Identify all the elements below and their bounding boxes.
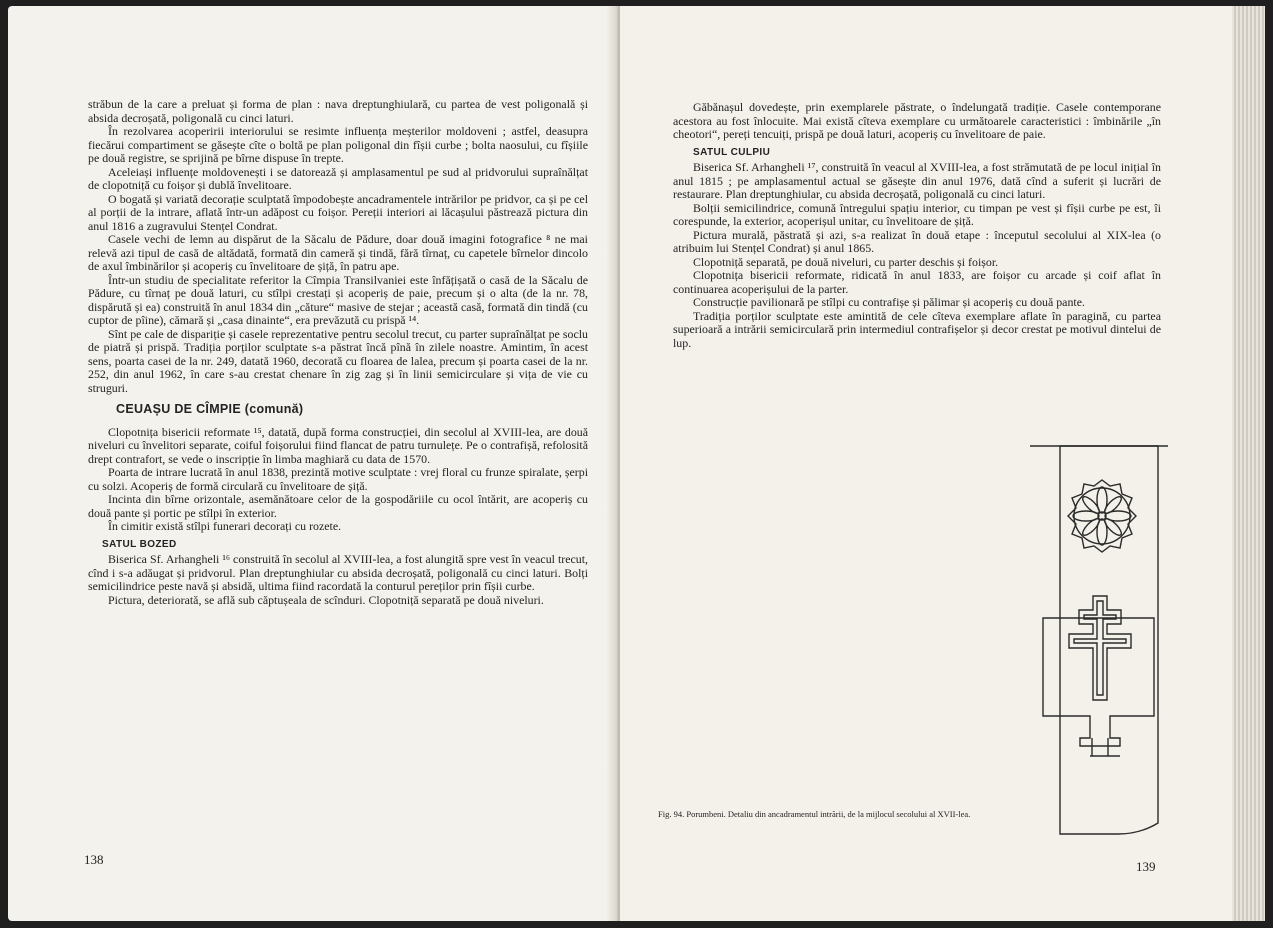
carved-door-frame-figure (1020, 438, 1180, 838)
paragraph: străbun de la care a preluat și forma de plan : nava dreptunghiulară, cu partea de vest poligonală și absida decroșată, poligonală cu cinci laturi. (88, 97, 588, 125)
paragraph: Aceleiași influențe moldovenești i se datorează și amplasamentul pe sud al pridvorului supraînălțat de clopotniță cu foișor și dublă învelitoare. (88, 164, 588, 192)
paragraph: Casele vechi de lemn au dispărut de la Săcalu de Pădure, doar două imagini fotografice ⁸ ne mai relevă azi tipul de casă de altădată, formată din cameră și tindă, fără tîrnaț, cu capetele bîrnelor dincolo de axul îmbinărilor și acoperiș cu învelitoare de șiță, în patru ape. (88, 232, 588, 273)
section-heading: CEUAȘU DE CÎMPIE (comună) (116, 402, 304, 416)
paragraph: Biserica Sf. Arhangheli ¹⁷, construită în veacul al XVIII-lea, a fost strămutată de pe locul inițial în anul 1815 ; pe amplasamentul actual se găsește din anul 1976, dată cînd a suferit și lucrări de restaurare. Plan dreptunghiular, cu absida decroșată, poligonală cu cinci laturi. (673, 160, 1161, 201)
paragraph: Găbănașul dovedește, prin exemplarele păstrate, o îndelungată tradiție. Casele contemporane acestora au fost înlocuite. Mai există cîteva exemplare cu următoarele caracteristici : îmbinările „în cheotori“, pereți tencuiți, prispă pe două laturi, acoperiș cu învelitoare de paie. (673, 100, 1161, 141)
figure-label: Fig. 94. (658, 809, 685, 819)
paragraph: Tradiția porților sculptate este amintită de cele cîteva exemplare aflate în paragină, cu partea superioară a intrării semicirculară prin intermediul contrafișelor și decor crestat pe motivul dintelui de lup. (673, 308, 1161, 350)
paragraph: Clopotniță separată, pe două niveluri, cu parter deschis și foișor. (693, 254, 999, 269)
page-number: 138 (84, 852, 104, 867)
page-edges (1232, 6, 1265, 921)
paragraph: Incinta din bîrne orizontale, asemănătoare celor de la gospodăriile cu ocol întărit, are acoperiș cu două pante și portic pe stîlpi în exterior. (88, 492, 588, 520)
paragraph: Biserica Sf. Arhangheli ¹⁶ construită în secolul al XVIII-lea, a fost alungită spre vest în veacul trecut, cînd i s-a adăugat și pridvorul. Plan dreptunghiular cu absida decroșată, poligonală cu cinci laturi. Bolți semicilindrice peste navă și absidă, ultima fiind racordată la conturul pereților prin fîșii curbe. (88, 552, 588, 593)
subsection-heading: SATUL CULPIU (693, 146, 771, 158)
right-text-column-top (673, 101, 1161, 350)
paragraph: Bolții semicilindrice, comună întregului spațiu interior, cu timpan pe vest și fîșii curbe pe est, îi corespunde, la exterior, acoperișul unitar, cu învelitoare de șiță. (673, 200, 1161, 228)
paragraph: O bogată și variată decorație sculptată împodobește ancadramentele intrărilor pe pridvor, ca și pe cel al porții de la intrare, aflată într-un adăpost cu foișor. Pereții interiori ai lăcașului păstrează pictura din anul 1816 a zugravului Stențel Condrat. (88, 191, 588, 233)
figure-caption (658, 809, 1028, 819)
paragraph: Clopotnița bisericii reformate ¹⁵, datată, după forma construcției, din secolul al XVIII-lea, are două niveluri cu învelitori separate, coiful foișorului fiind flancat de patru turnulețe. Pe o contrafișă, refolosită drept contrafort, se vede o inscripție în limba maghiară cu data de 1570. (88, 424, 588, 466)
left-text-column (88, 98, 588, 607)
left-page (8, 6, 616, 921)
page-number: 139 (1136, 859, 1156, 874)
right-page (620, 6, 1232, 921)
paragraph: Clopotnița bisericii reformate, ridicată în anul 1833, are foișor cu arcade și coif aflat în continuarea acoperișului de la parter. (673, 268, 1161, 296)
paragraph: În rezolvarea acoperirii interiorului se resimte influența meșterilor moldoveni ; astfel, deasupra fiecărui compartiment se găsește cîte o boltă pe plan poligonal din fîșii curbe ; bolta naosului, cu fîșiile pe două registre, se sprijină pe bîrne dispuse în trepte. (88, 124, 588, 165)
paragraph: Pictura, deteriorată, se află sub căptușeala de scînduri. Clopotniță separată pe două niveluri. (108, 592, 544, 607)
paragraph: Poarta de intrare lucrată în anul 1838, prezintă motive sculptate : vrej floral cu frunze spiralate, șerpi cu solzi. Acoperiș de formă circulară cu învelitoare de șiță. (88, 465, 588, 493)
paragraph: Construcție pavilionară pe stîlpi cu contrafișe și pălimar și acoperiș cu două pante. (693, 295, 1085, 309)
paragraph: Într-un studiu de specialitate referitor la Cîmpia Transilvaniei este înfățișată o casă de la Săcalu de Pădure, cu tîrnaț pe două laturi, cu stîlpi crestați și acoperiș de paie, precum și o alta (de la nr. 78, dispărută și ea) construită în anul 1834 din „căture“ masive de stejar ; această casă, formată din tindă (cu cuptor de pîine), cămară și „casa dinainte“, era prevăzută cu prispă ¹⁴. (88, 272, 588, 327)
paragraph: În cimitir există stîlpi funerari decorați cu rozete. (108, 519, 342, 533)
figure-caption-text: Porumbeni. Detaliu din ancadramentul intrării, de la mijlocul secolului al XVII-lea. (686, 809, 971, 819)
subsection-heading: SATUL BOZED (102, 538, 177, 550)
paragraph: Sînt pe cale de dispariție și casele reprezentative pentru secolul trecut, cu parter supraînălțat pe soclu de piatră și prispă. Tradiția porților sculptate s-a păstrat încă pînă în zilele noastre. Amintim, în acest sens, poarta casei de la nr. 249, datată 1960, decorată cu floarea de lalea, precum și poarta casei de la nr. 252, din anul 1962, în care s-au crestat chenare în zig zag și în linii semicirculare și vița de vie cu struguri. (88, 326, 588, 395)
paragraph: Pictura murală, păstrată și azi, s-a realizat în două etape : începutul secolului al XIX-lea (o atribuim lui Stențel Condrat) și anul 1865. (673, 227, 1161, 255)
